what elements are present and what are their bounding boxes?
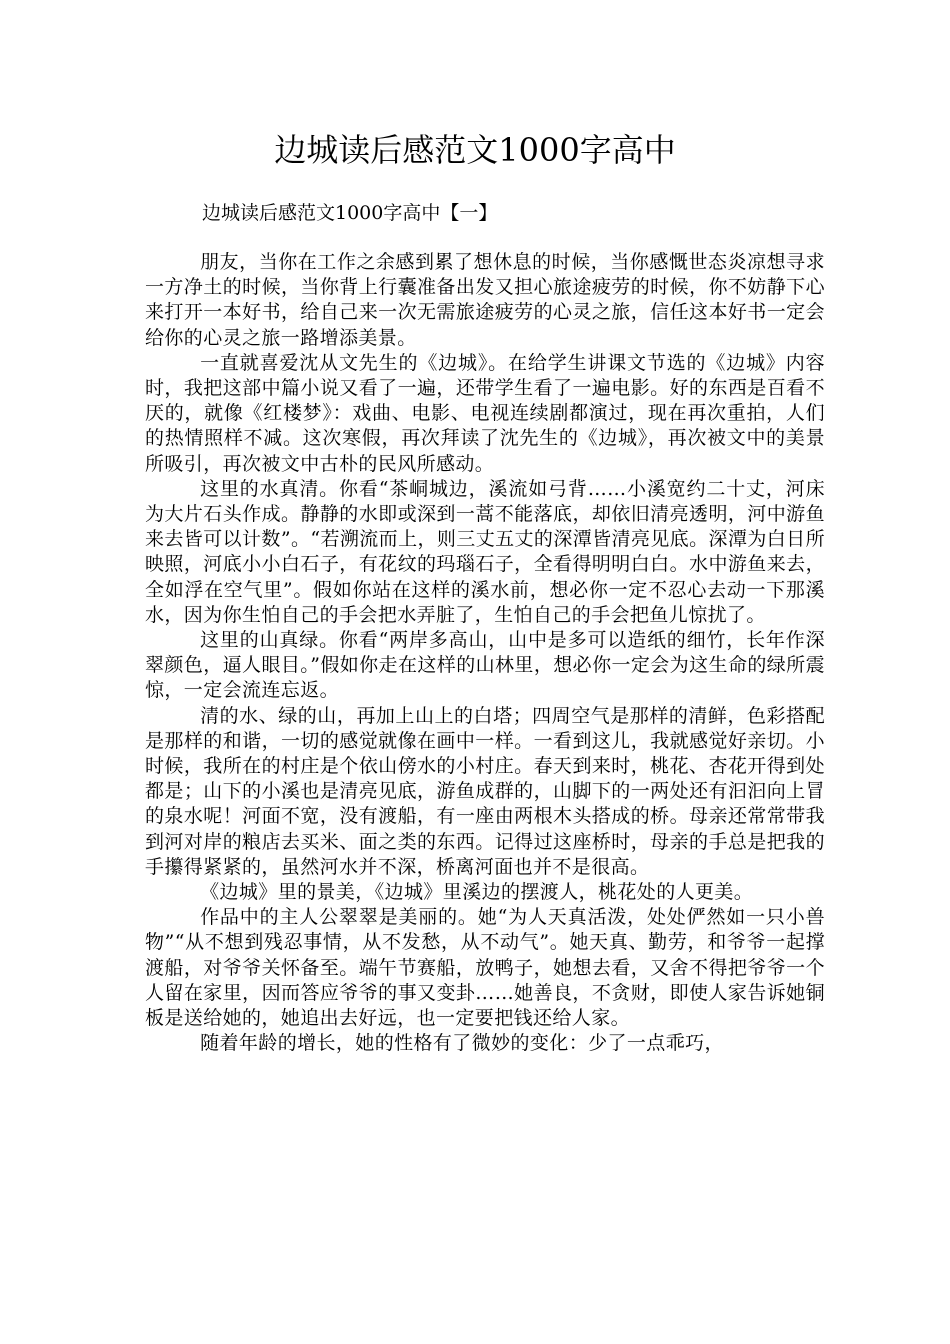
- paragraph: 这里的水真清。你看“茶峒城边，溪流如弓背……小溪宽约二十丈，河床为大片石头作成。静静的水即或深到一蒿不能落底，却依旧清亮透明，河中游鱼来去皆可以计数”。“若溯流而上，则三丈五丈的深潭皆清亮见底。深潭为白日所映照，河底小小白石子，有花纹的玛瑙石子，全看得明明白白。水中游鱼来去，全如浮在空气里”。假如你站在这样的溪水前，想必你一定不忍心去动一下那溪水，因为你生怕自己的手会把水弄脏了，生怕自己的手会把鱼儿惊扰了。: [145, 477, 825, 626]
- paragraph: 作品中的主人公翠翠是美丽的。她“为人天真活泼，处处俨然如一只小兽物”“从不想到残忍事情，从不发愁，从不动气”。她天真、勤劳，和爷爷一起撑渡船，对爷爷关怀备至。端午节赛船，放鸭子，她想去看，又舍不得把爷爷一个人留在家里，因而答应爷爷的事又变卦……她善良，不贪财，即使人家告诉她铜板是送给她的，她追出去好远，也一定要把钱还给人家。: [145, 906, 825, 1030]
- paragraph: 清的水、绿的山，再加上山上的白塔；四周空气是那样的清鲜，色彩搭配是那样的和谐，一切的感觉就像在画中一样。一看到这儿，我就感觉好亲切。小时候，我所在的村庄是个依山傍水的小村庄。春天到来时，桃花、杏花开得到处都是；山下的小溪也是清亮见底，游鱼成群的，山脚下的一两处还有汩汩向上冒的泉水呢！河面不宽，没有渡船，有一座由两根木头搭成的桥。母亲还常常带我到河对岸的粮店去买米、面之类的东西。记得过这座桥时，母亲的手总是把我的手攥得紧紧的，虽然河水并不深，桥离河面也并不是很高。: [145, 704, 825, 878]
- paragraph: 一直就喜爱沈从文先生的《边城》。在给学生讲课文节选的《边城》内容时，我把这部中篇小说又看了一遍，还带学生看了一遍电影。好的东西是百看不厌的，就像《红楼梦》：戏曲、电影、电视连续剧都演过，现在再次重拍，人们的热情照样不减。这次寒假，再次拜读了沈先生的《边城》，再次被文中的美景所吸引，再次被文中古朴的民风所感动。: [145, 351, 825, 475]
- section-heading: 边城读后感范文1000字高中【一】: [202, 202, 498, 224]
- paragraph: 随着年龄的增长，她的性格有了微妙的变化：少了一点乖巧，: [200, 1032, 724, 1055]
- paragraph: 朋友，当你在工作之余感到累了想休息的时候，当你感慨世态炎凉想寻求一方净土的时候，当你背上行囊准备出发又担心旅途疲劳的时候，你不妨静下心来打开一本好书，给自己来一次无需旅途疲劳的心灵之旅，信任这本好书一定会给你的心灵之旅一路增添美景。: [145, 251, 825, 349]
- document-body: [145, 250, 825, 1057]
- document-title: 边城读后感范文1000字高中: [274, 131, 676, 169]
- paragraph: 《边城》里的景美，《边城》里溪边的摆渡人，桃花处的人更美。: [200, 881, 754, 904]
- paragraph: 这里的山真绿。你看“两岸多高山，山中是多可以造纸的细竹，长年作深翠颜色，逼人眼目。”假如你走在这样的山林里，想必你一定会为这生命的绿所震惊，一定会流连忘返。: [145, 629, 825, 702]
